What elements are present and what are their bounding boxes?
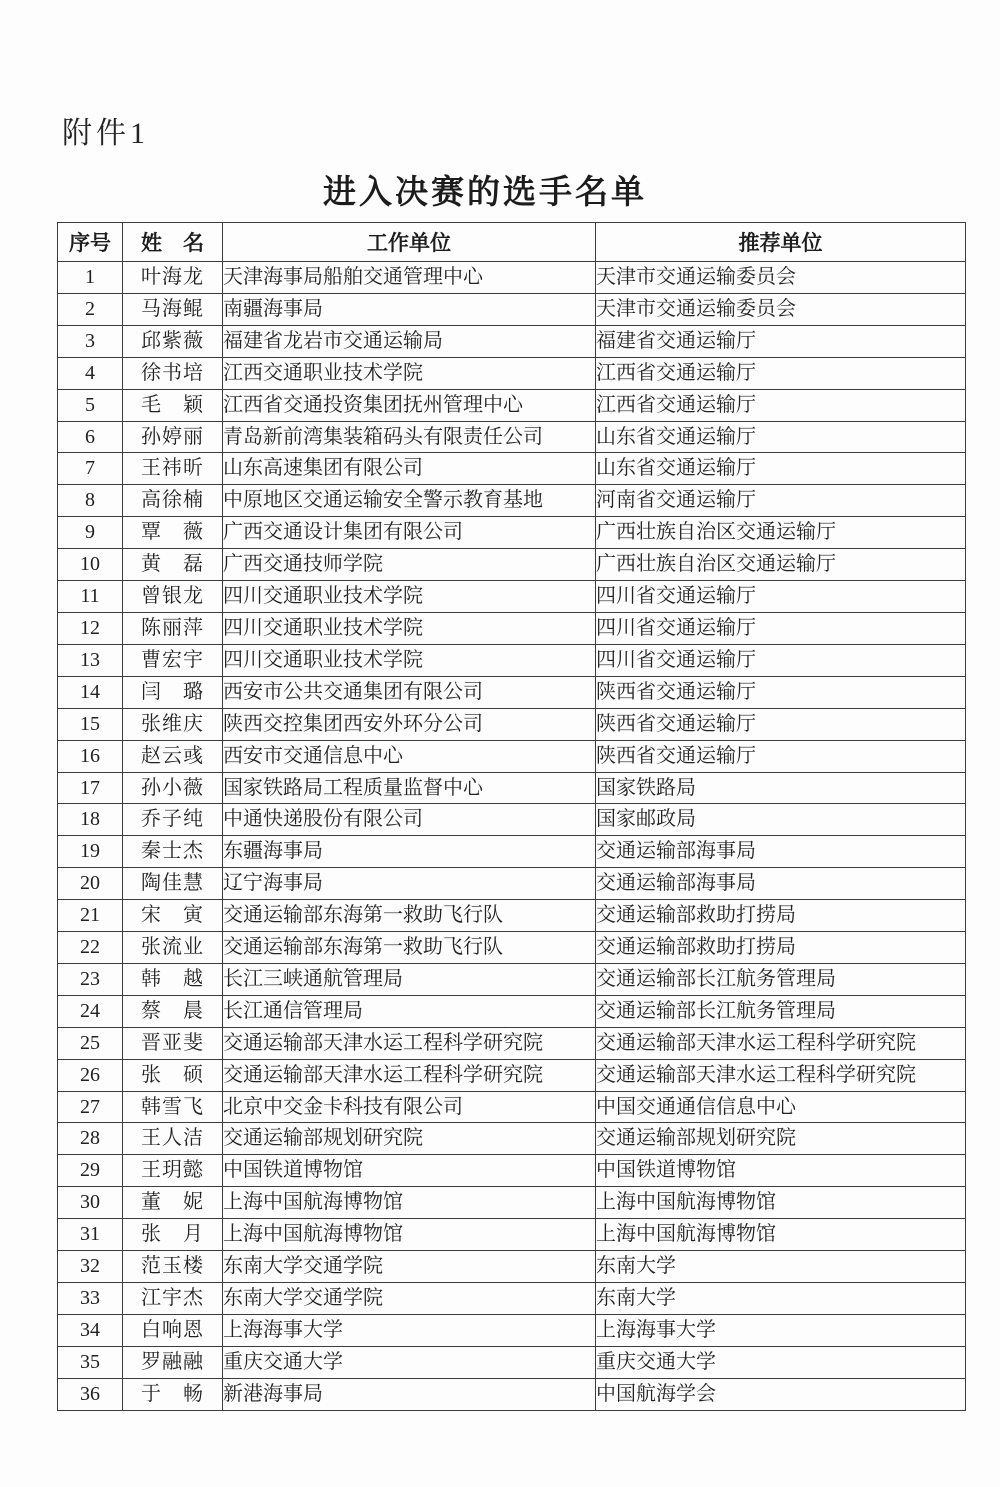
cell-work-unit: 广西交通技师学院 <box>223 549 596 581</box>
cell-work-unit: 交通运输部规划研究院 <box>223 1123 596 1155</box>
cell-name: 宋 寅 <box>123 900 223 932</box>
cell-index: 13 <box>58 644 123 676</box>
table-row <box>58 1059 966 1091</box>
cell-index: 5 <box>58 389 123 421</box>
finalists-table <box>57 222 966 1411</box>
table-row <box>58 421 966 453</box>
cell-recommending-unit: 交通运输部规划研究院 <box>596 1123 966 1155</box>
cell-work-unit: 东南大学交通学院 <box>223 1283 596 1315</box>
cell-name: 闫 璐 <box>123 676 223 708</box>
cell-recommending-unit: 四川省交通运输厅 <box>596 612 966 644</box>
cell-index: 4 <box>58 357 123 389</box>
cell-index: 2 <box>58 293 123 325</box>
table-row <box>58 612 966 644</box>
cell-recommending-unit: 天津市交通运输委员会 <box>596 293 966 325</box>
cell-index: 15 <box>58 708 123 740</box>
cell-work-unit: 西安市交通信息中心 <box>223 740 596 772</box>
table-row <box>58 1187 966 1219</box>
table-row <box>58 868 966 900</box>
table-row <box>58 517 966 549</box>
table-row <box>58 1346 966 1378</box>
table-row <box>58 804 966 836</box>
cell-name: 毛 颖 <box>123 389 223 421</box>
cell-name: 江宇杰 <box>123 1283 223 1315</box>
cell-work-unit: 广西交通设计集团有限公司 <box>223 517 596 549</box>
cell-work-unit: 东南大学交通学院 <box>223 1251 596 1283</box>
cell-work-unit: 长江三峡通航管理局 <box>223 963 596 995</box>
col-header-recommending-unit: 推荐单位 <box>596 223 966 262</box>
cell-index: 34 <box>58 1314 123 1346</box>
cell-name: 董 妮 <box>123 1187 223 1219</box>
cell-recommending-unit: 交通运输部天津水运工程科学研究院 <box>596 1027 966 1059</box>
cell-index: 32 <box>58 1251 123 1283</box>
cell-name: 王祎昕 <box>123 453 223 485</box>
cell-recommending-unit: 中国铁道博物馆 <box>596 1155 966 1187</box>
cell-index: 21 <box>58 900 123 932</box>
cell-recommending-unit: 四川省交通运输厅 <box>596 581 966 613</box>
cell-index: 23 <box>58 963 123 995</box>
table-row <box>58 900 966 932</box>
cell-recommending-unit: 上海海事大学 <box>596 1314 966 1346</box>
cell-index: 10 <box>58 549 123 581</box>
cell-name: 王玥懿 <box>123 1155 223 1187</box>
table-row <box>58 325 966 357</box>
cell-name: 张维庆 <box>123 708 223 740</box>
table-header <box>58 223 966 262</box>
table-row <box>58 1155 966 1187</box>
cell-name: 陈丽萍 <box>123 612 223 644</box>
table-row <box>58 1314 966 1346</box>
cell-name: 黄 磊 <box>123 549 223 581</box>
cell-recommending-unit: 福建省交通运输厅 <box>596 325 966 357</box>
cell-index: 6 <box>58 421 123 453</box>
cell-index: 16 <box>58 740 123 772</box>
header-row <box>58 223 966 262</box>
table-row <box>58 485 966 517</box>
cell-name: 秦士杰 <box>123 836 223 868</box>
cell-work-unit: 中通快递股份有限公司 <box>223 804 596 836</box>
cell-work-unit: 交通运输部东海第一救助飞行队 <box>223 900 596 932</box>
cell-recommending-unit: 上海中国航海博物馆 <box>596 1219 966 1251</box>
table-row <box>58 1219 966 1251</box>
cell-index: 9 <box>58 517 123 549</box>
cell-work-unit: 江西交通职业技术学院 <box>223 357 596 389</box>
table-row <box>58 1091 966 1123</box>
cell-recommending-unit: 东南大学 <box>596 1251 966 1283</box>
cell-name: 张流业 <box>123 932 223 964</box>
cell-index: 12 <box>58 612 123 644</box>
cell-work-unit: 四川交通职业技术学院 <box>223 644 596 676</box>
cell-work-unit: 交通运输部东海第一救助飞行队 <box>223 932 596 964</box>
cell-work-unit: 四川交通职业技术学院 <box>223 581 596 613</box>
cell-recommending-unit: 陕西省交通运输厅 <box>596 676 966 708</box>
cell-work-unit: 江西省交通投资集团抚州管理中心 <box>223 389 596 421</box>
cell-work-unit: 青岛新前湾集装箱码头有限责任公司 <box>223 421 596 453</box>
table-row <box>58 708 966 740</box>
cell-work-unit: 北京中交金卡科技有限公司 <box>223 1091 596 1123</box>
cell-index: 7 <box>58 453 123 485</box>
cell-index: 19 <box>58 836 123 868</box>
cell-index: 31 <box>58 1219 123 1251</box>
cell-work-unit: 中国铁道博物馆 <box>223 1155 596 1187</box>
cell-index: 3 <box>58 325 123 357</box>
cell-name: 陶佳慧 <box>123 868 223 900</box>
cell-name: 张 月 <box>123 1219 223 1251</box>
cell-recommending-unit: 交通运输部救助打捞局 <box>596 932 966 964</box>
cell-name: 孙婷丽 <box>123 421 223 453</box>
cell-index: 14 <box>58 676 123 708</box>
table-row <box>58 1123 966 1155</box>
cell-index: 25 <box>58 1027 123 1059</box>
table-body <box>58 262 966 1411</box>
cell-name: 范玉楼 <box>123 1251 223 1283</box>
table-row <box>58 772 966 804</box>
cell-index: 30 <box>58 1187 123 1219</box>
cell-index: 20 <box>58 868 123 900</box>
cell-index: 29 <box>58 1155 123 1187</box>
cell-work-unit: 交通运输部天津水运工程科学研究院 <box>223 1059 596 1091</box>
cell-recommending-unit: 重庆交通大学 <box>596 1346 966 1378</box>
table-row <box>58 357 966 389</box>
cell-recommending-unit: 四川省交通运输厅 <box>596 644 966 676</box>
table-row <box>58 581 966 613</box>
cell-name: 徐书培 <box>123 357 223 389</box>
table-row <box>58 549 966 581</box>
cell-work-unit: 上海中国航海博物馆 <box>223 1187 596 1219</box>
cell-index: 26 <box>58 1059 123 1091</box>
cell-work-unit: 国家铁路局工程质量监督中心 <box>223 772 596 804</box>
table-row <box>58 1283 966 1315</box>
cell-recommending-unit: 广西壮族自治区交通运输厅 <box>596 517 966 549</box>
cell-recommending-unit: 山东省交通运输厅 <box>596 453 966 485</box>
cell-recommending-unit: 山东省交通运输厅 <box>596 421 966 453</box>
cell-work-unit: 长江通信管理局 <box>223 995 596 1027</box>
cell-name: 乔子纯 <box>123 804 223 836</box>
cell-name: 白响恩 <box>123 1314 223 1346</box>
cell-work-unit: 四川交通职业技术学院 <box>223 612 596 644</box>
col-header-index: 序号 <box>58 223 123 262</box>
cell-recommending-unit: 交通运输部长江航务管理局 <box>596 995 966 1027</box>
table-row <box>58 453 966 485</box>
cell-index: 35 <box>58 1346 123 1378</box>
cell-recommending-unit: 交通运输部长江航务管理局 <box>596 963 966 995</box>
cell-work-unit: 上海中国航海博物馆 <box>223 1219 596 1251</box>
cell-recommending-unit: 河南省交通运输厅 <box>596 485 966 517</box>
cell-index: 27 <box>58 1091 123 1123</box>
cell-name: 孙小薇 <box>123 772 223 804</box>
cell-name: 王人洁 <box>123 1123 223 1155</box>
cell-work-unit: 辽宁海事局 <box>223 868 596 900</box>
table-row <box>58 389 966 421</box>
cell-name: 蔡 晨 <box>123 995 223 1027</box>
cell-index: 28 <box>58 1123 123 1155</box>
cell-name: 高徐楠 <box>123 485 223 517</box>
cell-recommending-unit: 中国交通通信信息中心 <box>596 1091 966 1123</box>
cell-name: 曹宏宇 <box>123 644 223 676</box>
cell-index: 36 <box>58 1378 123 1410</box>
cell-work-unit: 福建省龙岩市交通运输局 <box>223 325 596 357</box>
cell-index: 24 <box>58 995 123 1027</box>
cell-name: 罗融融 <box>123 1346 223 1378</box>
cell-recommending-unit: 交通运输部救助打捞局 <box>596 900 966 932</box>
cell-name: 韩雪飞 <box>123 1091 223 1123</box>
table-row <box>58 262 966 294</box>
cell-recommending-unit: 陕西省交通运输厅 <box>596 740 966 772</box>
cell-work-unit: 西安市公共交通集团有限公司 <box>223 676 596 708</box>
cell-work-unit: 重庆交通大学 <box>223 1346 596 1378</box>
cell-work-unit: 新港海事局 <box>223 1378 596 1410</box>
table-row <box>58 932 966 964</box>
cell-recommending-unit: 交通运输部海事局 <box>596 868 966 900</box>
cell-name: 曾银龙 <box>123 581 223 613</box>
table-row <box>58 293 966 325</box>
cell-work-unit: 上海海事大学 <box>223 1314 596 1346</box>
table-row <box>58 644 966 676</box>
cell-work-unit: 陕西交控集团西安外环分公司 <box>223 708 596 740</box>
cell-name: 张 硕 <box>123 1059 223 1091</box>
cell-recommending-unit: 广西壮族自治区交通运输厅 <box>596 549 966 581</box>
table-row <box>58 676 966 708</box>
table-row <box>58 1251 966 1283</box>
col-header-work-unit: 工作单位 <box>223 223 596 262</box>
cell-work-unit: 交通运输部天津水运工程科学研究院 <box>223 1027 596 1059</box>
cell-index: 22 <box>58 932 123 964</box>
page-title: 进入决赛的选手名单 <box>323 173 647 210</box>
cell-work-unit: 山东高速集团有限公司 <box>223 453 596 485</box>
cell-index: 11 <box>58 581 123 613</box>
cell-index: 18 <box>58 804 123 836</box>
table-row <box>58 1027 966 1059</box>
cell-work-unit: 南疆海事局 <box>223 293 596 325</box>
col-header-name: 姓 名 <box>123 223 223 262</box>
cell-index: 1 <box>58 262 123 294</box>
attachment-label: 附件1 <box>62 117 149 150</box>
cell-recommending-unit: 上海中国航海博物馆 <box>596 1187 966 1219</box>
cell-name: 晋亚斐 <box>123 1027 223 1059</box>
cell-name: 韩 越 <box>123 963 223 995</box>
cell-recommending-unit: 江西省交通运输厅 <box>596 389 966 421</box>
cell-recommending-unit: 天津市交通运输委员会 <box>596 262 966 294</box>
cell-name: 马海鲲 <box>123 293 223 325</box>
cell-work-unit: 东疆海事局 <box>223 836 596 868</box>
table-row <box>58 963 966 995</box>
cell-index: 17 <box>58 772 123 804</box>
cell-work-unit: 天津海事局船舶交通管理中心 <box>223 262 596 294</box>
cell-name: 覃 薇 <box>123 517 223 549</box>
cell-recommending-unit: 国家铁路局 <box>596 772 966 804</box>
cell-work-unit: 中原地区交通运输安全警示教育基地 <box>223 485 596 517</box>
table-row <box>58 1378 966 1410</box>
table-row <box>58 836 966 868</box>
cell-index: 33 <box>58 1283 123 1315</box>
cell-recommending-unit: 陕西省交通运输厅 <box>596 708 966 740</box>
cell-recommending-unit: 东南大学 <box>596 1283 966 1315</box>
cell-name: 于 畅 <box>123 1378 223 1410</box>
cell-name: 叶海龙 <box>123 262 223 294</box>
cell-name: 赵云彧 <box>123 740 223 772</box>
cell-recommending-unit: 交通运输部天津水运工程科学研究院 <box>596 1059 966 1091</box>
cell-index: 8 <box>58 485 123 517</box>
table-row <box>58 740 966 772</box>
table-row <box>58 995 966 1027</box>
cell-recommending-unit: 中国航海学会 <box>596 1378 966 1410</box>
cell-recommending-unit: 江西省交通运输厅 <box>596 357 966 389</box>
cell-recommending-unit: 国家邮政局 <box>596 804 966 836</box>
cell-recommending-unit: 交通运输部海事局 <box>596 836 966 868</box>
cell-name: 邱紫薇 <box>123 325 223 357</box>
